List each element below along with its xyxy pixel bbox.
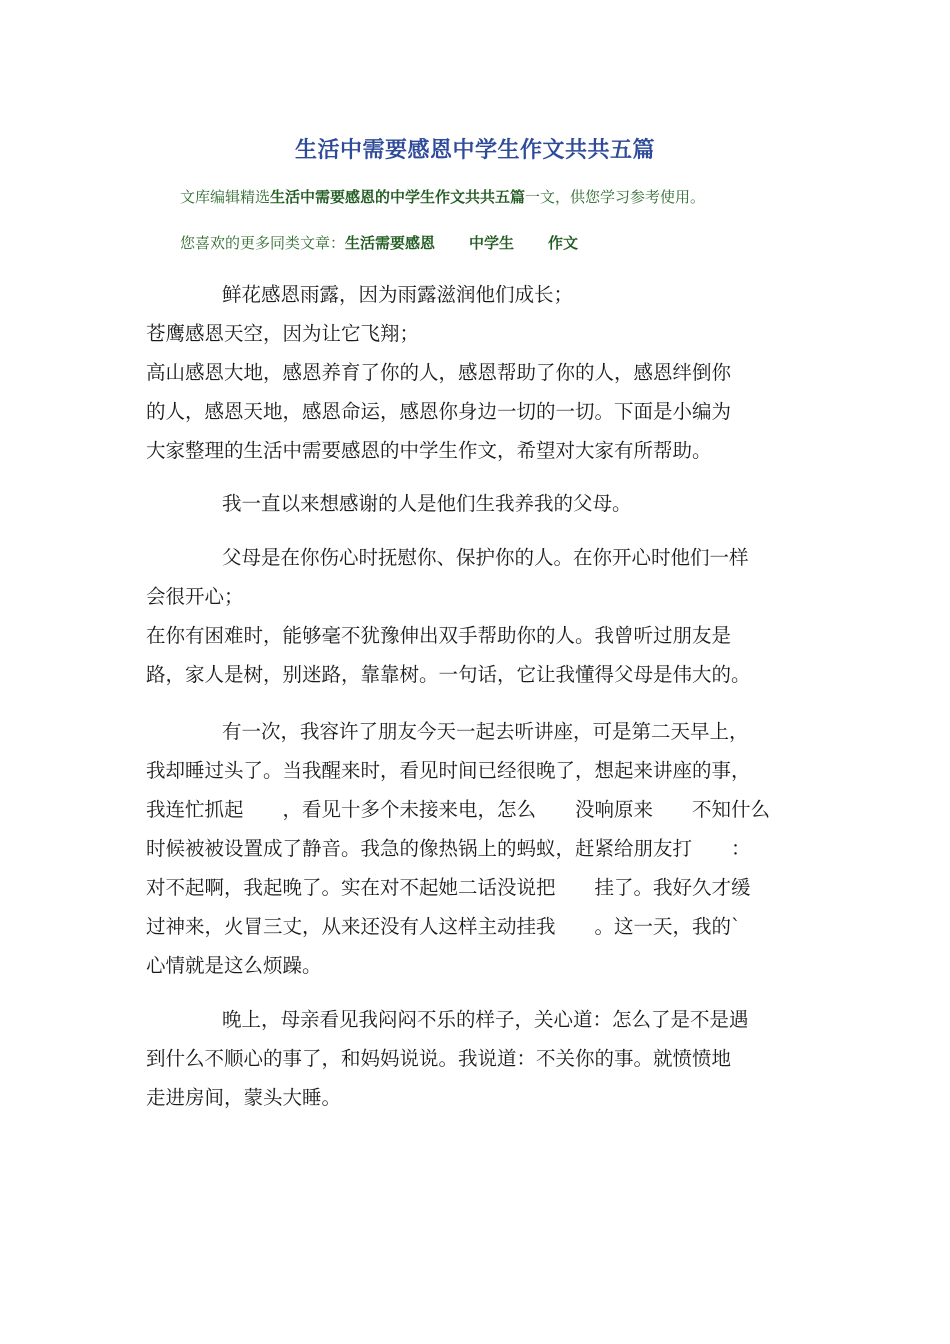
paragraph-line: 心情就是这么烦躁。: [146, 954, 322, 977]
intro-suffix: 一文，供您学习参考使用。: [525, 188, 706, 206]
paragraph-line: 晚上，母亲看见我闷闷不乐的样子，关心道：怎么了是不是遇: [222, 1008, 749, 1031]
paragraph-line: 大家整理的生活中需要感恩的中学生作文，希望对大家有所帮助。: [146, 439, 712, 462]
paragraph-line: 我却睡过头了。当我醒来时，看见时间已经很晚了，想起来讲座的事，: [146, 759, 751, 782]
paragraph: [146, 712, 806, 985]
intro-line: [180, 186, 705, 207]
intro-prefix: 文库编辑精选: [180, 188, 271, 206]
paragraph-line: 在你有困难时，能够毫不犹豫伸出双手帮助你的人。我曾听过朋友是: [146, 624, 732, 647]
paragraph-line: 高山感恩大地，感恩养育了你的人，感恩帮助了你的人，感恩绊倒你: [146, 361, 732, 384]
paragraph-line: 时候被被设置成了静音。我急的像热锅上的蚂蚁，赶紧给朋友打 ：: [146, 837, 751, 860]
paragraph-line: 过神来，火冒三丈，从来还没有人这样主动挂我 。这一天，我的`: [146, 915, 741, 938]
page-title: 生活中需要感恩中学生作文共共五篇: [294, 138, 655, 163]
paragraph-line: 有一次，我容许了朋友今天一起去听讲座，可是第二天早上，: [222, 720, 749, 743]
paragraph-line: 鲜花感恩雨露，因为雨露滋润他们成长；: [222, 283, 574, 306]
related-label: 您喜欢的更多同类文章：: [180, 234, 346, 252]
related-tag-link[interactable]: 生活需要感恩: [345, 234, 436, 252]
paragraph: [146, 1000, 806, 1117]
paragraph: [146, 275, 806, 470]
related-tag-link[interactable]: 作文: [548, 234, 579, 252]
intro-highlight: 生活中需要感恩的中学生作文共共五篇: [270, 188, 526, 206]
paragraph-line: 对不起啊，我起晚了。实在对不起她二话没说把 挂了。我好久才缓: [146, 876, 751, 899]
paragraph-line: 会很开心；: [146, 585, 244, 608]
paragraph-line: 父母是在你伤心时抚慰你、保护你的人。在你开心时他们一样: [222, 546, 749, 569]
related-tag-link[interactable]: 中学生: [469, 234, 515, 252]
paragraph: [146, 538, 806, 694]
paragraph-line: 的人，感恩天地，感恩命运，感恩你身边一切的一切。下面是小编为: [146, 400, 732, 423]
paragraph-line: 走进房间，蒙头大睡。: [146, 1086, 342, 1109]
paragraph-line: 我连忙抓起 ，看见十多个未接来电，怎么 没响原来 不知什么: [146, 798, 771, 821]
related-articles: [180, 232, 612, 253]
paragraph-line: 到什么不顺心的事了，和妈妈说说。我说道：不关你的事。就愤愤地: [146, 1047, 732, 1070]
paragraph: [146, 484, 806, 523]
paragraph-line: 苍鹰感恩天空，因为让它飞翔；: [146, 322, 420, 345]
paragraph-line: 我一直以来想感谢的人是他们生我养我的父母。: [222, 492, 632, 515]
paragraph-line: 路，家人是树，别迷路，靠靠树。一句话，它让我懂得父母是伟大的。: [146, 663, 751, 686]
